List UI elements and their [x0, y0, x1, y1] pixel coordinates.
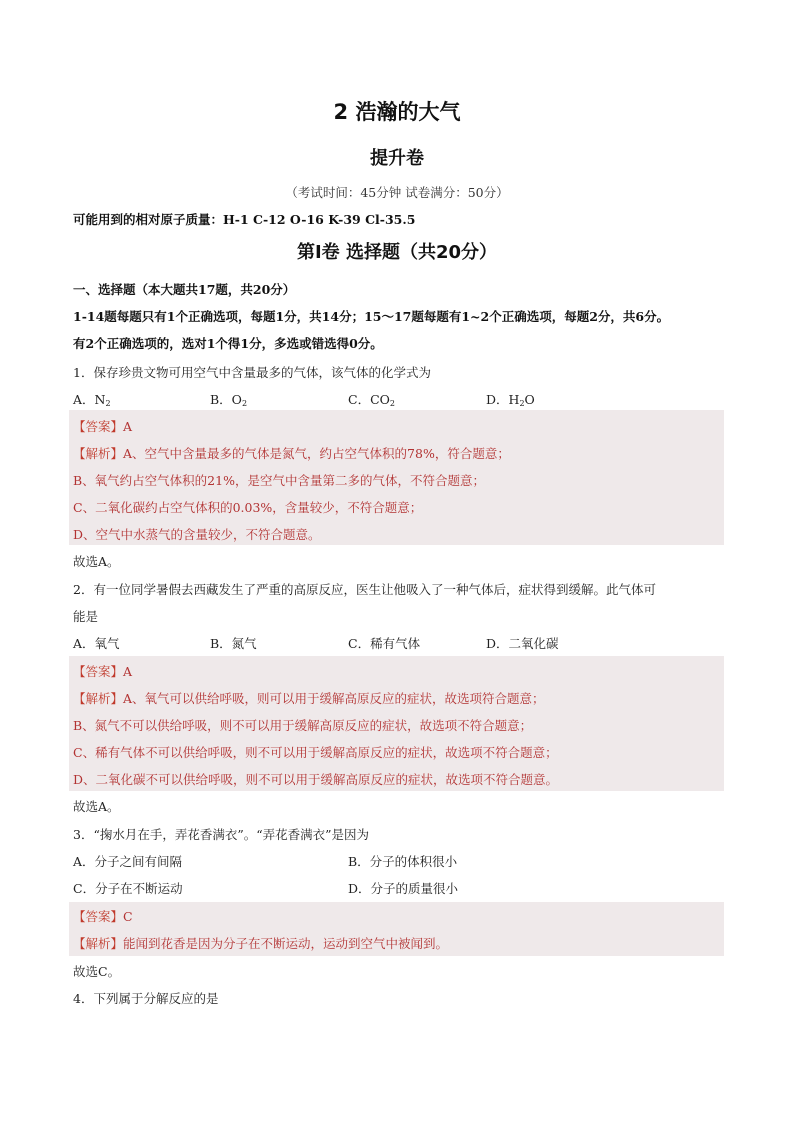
option-b: B．氮气: [210, 636, 257, 651]
instruction-line: 有2个正确选项的，选对1个得1分，多选或错选得0分。: [73, 336, 383, 351]
atomic-mass-note: 可能用到的相对原子质量：H-1 C-12 O-16 K-39 Cl-35.5: [73, 212, 416, 227]
option-d: D．$H_2O$: [486, 392, 535, 408]
exam-info: （考试时间：45分钟 试卷满分：50分）: [285, 185, 509, 200]
option-a: A．分子之间有间隔: [73, 854, 183, 869]
option-c: C．$CO_2$: [348, 392, 395, 408]
question-stem: 能是: [73, 609, 99, 624]
option-a: A．氧气: [73, 636, 120, 651]
analysis-line: 【解析】A、氧气可以供给呼吸，则可以用于缓解高原反应的症状，故选项符合题意；: [73, 691, 545, 706]
option-d: D．分子的质量很小: [348, 881, 459, 896]
answer-line: 【答案】A: [73, 419, 133, 434]
conclusion-line: 故选C。: [73, 964, 121, 979]
analysis-line: D、空气中水蒸气的含量较少，不符合题意。: [73, 527, 321, 542]
instruction-line: 1-14题每题只有1个正确选项，每题1分，共14分；15～17题每题有1~2个正确选项，每题2分，共6分。: [73, 309, 670, 324]
document-title: 2 浩瀚的大气: [333, 100, 461, 124]
option-b: B．$O_2$: [210, 392, 248, 408]
question-stem: 3．“掬水月在手，弄花香满衣”。“弄花香满衣”是因为: [73, 827, 370, 842]
analysis-line: B、氮气不可以供给呼吸，则不可以用于缓解高原反应的症状，故选项不符合题意；: [73, 718, 533, 733]
option-b: B．分子的体积很小: [348, 854, 458, 869]
section-title: 第Ⅰ卷 选择题（共20分）: [296, 242, 497, 263]
instruction-line: 一、选择题（本大题共17题，共20分）: [73, 282, 296, 297]
analysis-line: 【解析】能闻到花香是因为分子在不断运动，运动到空气中被闻到。: [73, 936, 449, 951]
analysis-line: D、二氧化碳不可以供给呼吸，则不可以用于缓解高原反应的症状，故选项不符合题意。: [73, 772, 559, 787]
question-stem: 1．保存珍贵文物可用空气中含量最多的气体，该气体的化学式为: [73, 365, 431, 380]
analysis-line: C、稀有气体不可以供给呼吸，则不可以用于缓解高原反应的症状，故选项不符合题意；: [73, 745, 558, 760]
option-a: A．$N_2$: [73, 392, 111, 408]
option-c: C．分子在不断运动: [73, 881, 183, 896]
conclusion-line: 故选A。: [73, 554, 120, 569]
conclusion-line: 故选A。: [73, 799, 120, 814]
question-stem: 2．有一位同学暑假去西藏发生了严重的高原反应，医生让他吸入了一种气体后，症状得到缓解。此气体可: [73, 582, 656, 597]
document-subtitle: 提升卷: [370, 148, 424, 169]
answer-line: 【答案】C: [73, 909, 133, 924]
option-c: C．稀有气体: [348, 636, 421, 651]
answer-line: 【答案】A: [73, 664, 133, 679]
analysis-line: 【解析】A、空气中含量最多的气体是氮气，约占空气体积的78%，符合题意；: [73, 446, 510, 461]
option-d: D．二氧化碳: [486, 636, 559, 651]
question-stem: 4．下列属于分解反应的是: [73, 991, 219, 1006]
analysis-line: C、二氧化碳约占空气体积的0.03%，含量较少，不符合题意；: [73, 500, 423, 515]
analysis-line: B、氧气约占空气体积的21%，是空气中含量第二多的气体，不符合题意；: [73, 473, 485, 488]
